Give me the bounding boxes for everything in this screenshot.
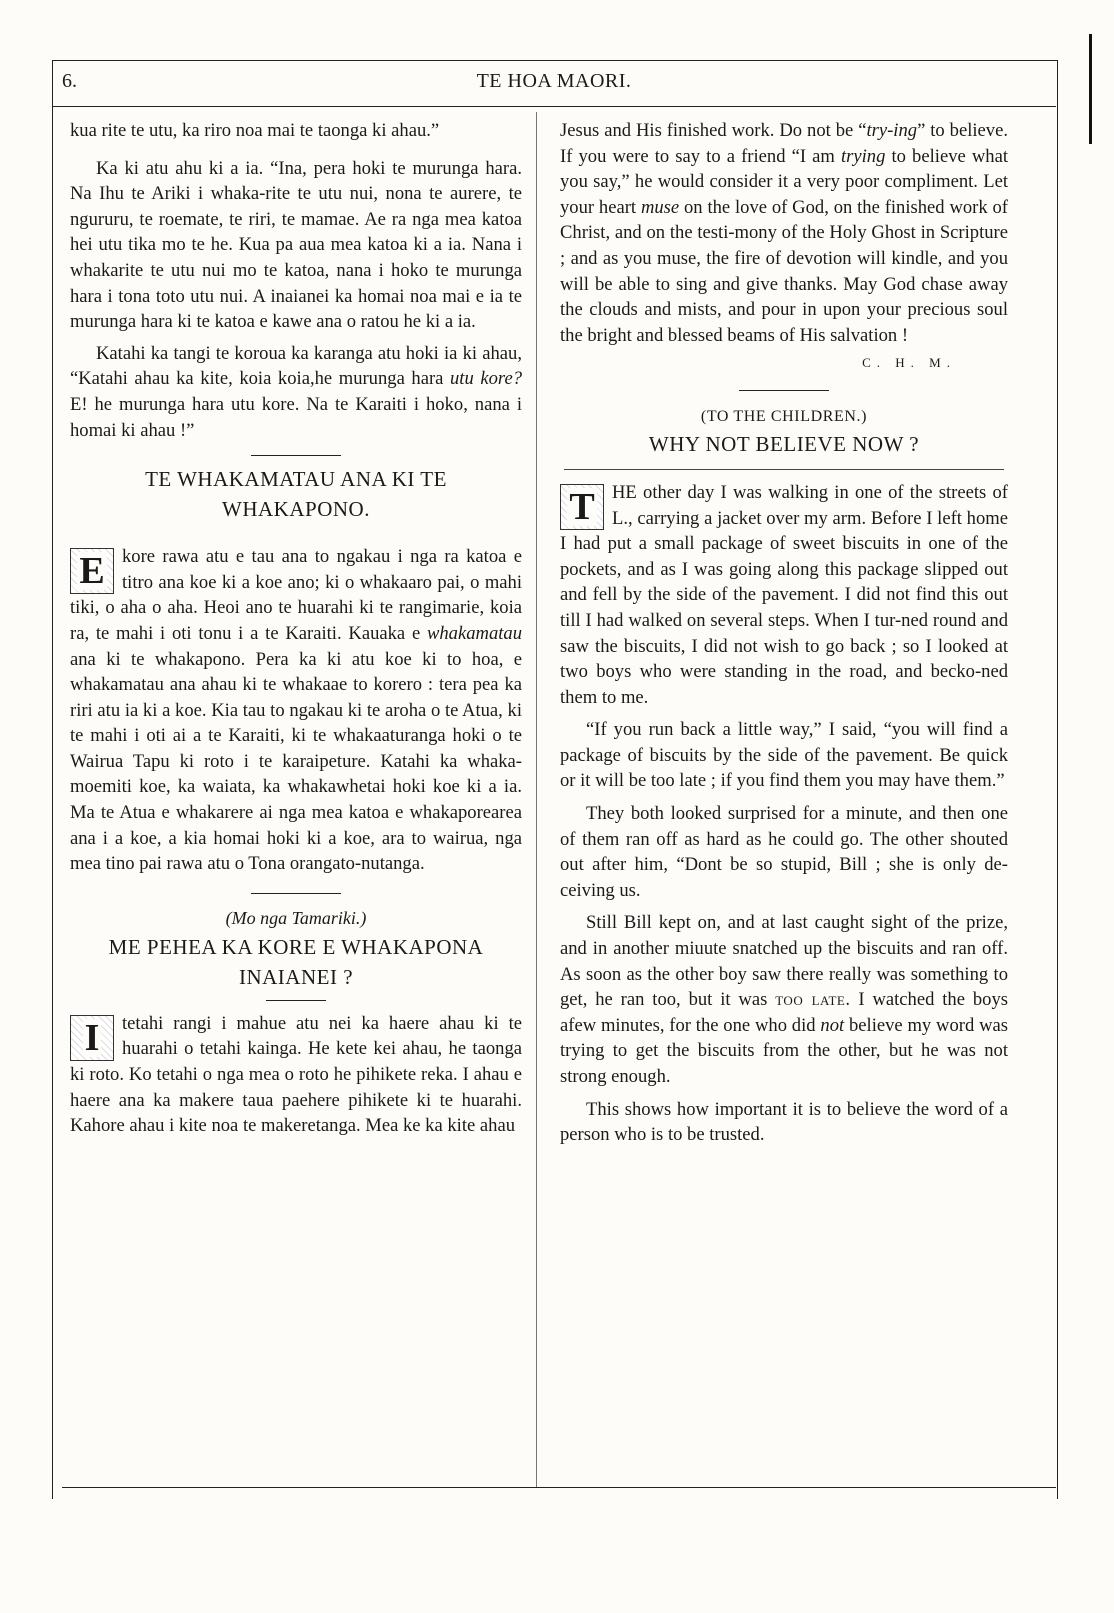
article-body (70, 1011, 522, 1139)
paragraph: Jesus and His finished work. Do not be “try-ing” to believe. If you were to say to a friend “I am trying to believe what you say,” he would consider it a very poor compliment. Let your heart muse on the love of God, on the finished work of Christ, and on the testi-mony of the Holy Ghost in Scripture ; and as you muse, the fire of devotion will kindle, and you will be able to sing and give thanks. May God chase away the clouds and mists, and pour in upon your precious soul the bright and blessed beams of His salvation ! (560, 120, 1008, 346)
bottom-rule (62, 1487, 1056, 1488)
margin-mark (1089, 34, 1092, 144)
paragraph: Ka ki atu ahu ki a ia. “Ina, pera hoki te murunga hara. Na Ihu te Ariki i whaka-rite te utu nui, nona te aurere, te ngururu, te roemate, te riri, te mamae. Ae ra nga mea katoa hei utu tika mo te he. Kua pa aua mea katoa ki a ia. Nana i whakarite te utu nui mo te katoa, nana i hoko te murunga hara i tona toto utu nui. A inaianei ka homai noa mai e ia te murunga hara ki te katoa e kawe ana o ratou he ki a ia. (70, 157, 522, 333)
drop-cap: T (560, 484, 604, 530)
section-subheading: (Mo nga Tamariki.) (225, 907, 367, 928)
section-rule (266, 1000, 326, 1001)
section-heading: TE WHAKAMATAU ANA KI TE WHAKAPONO. (145, 467, 447, 522)
paragraph: They both looked surprised for a minute, and then one of them ran off as hard as he could go. The other shouted out after him, “Dont be so stupid, Bill ; she is only de-ceiving us. (560, 803, 1008, 901)
section-rule (251, 893, 341, 894)
article-body (70, 544, 522, 877)
left-column (70, 118, 522, 1139)
section-rule (564, 469, 1004, 470)
column-divider (536, 112, 537, 1488)
paragraph: Katahi ka tangi te koroua ka karanga atu hoki ia ki ahau, “Katahi ahau ka kite, koia koia,he murunga hara utu kore? E! he murunga hara utu kore. Na te Karaiti i hoko, nana i homai ki ahau !” (70, 342, 522, 441)
right-column (560, 118, 1008, 1148)
paragraph: kore rawa atu e tau ana to ngakau i nga ra katoa e titro ana koe ki a koe ano; ki o whakaaro pai, o mahi tiki, o aha o aha. Heoi ano te huarahi ki te rangimarie, koia ra, te mahi i oti tonu i a te Karaiti. Kauaka e whakamatau ana ki te whakapono. Pera ka ki atu koe ki to hoa, e whakamatau ana ahau ki te whakaae to korero : tera pea ka riri atu ia ki a koe. Kia tau to ngakau ki te aroha o te Atua, ki te mahi i oti ai a te Karaiti, ki te whakaaturanga hoki o te Wairua Tapu ki roto i te karaipeture. Katahi ka whaka-moemiti koe, ka waiata, ka whakawhetai hoki koe ki a ia. Ma te Atua e whakarere ai nga mea katoa e whakaporearea ana i a koe, a kia homai hoki ki a koe, ara to wairua, nga mea tino pai rawa atu o Tona orangato-nutanga. (70, 546, 522, 875)
running-header (52, 60, 1056, 107)
section-heading: ME PEHEA KA KORE E WHAKAPONA INAIANEI ? (108, 934, 484, 989)
drop-cap: E (70, 548, 114, 594)
author-signature: C. H. M. (862, 355, 956, 371)
page-number: 6. (62, 70, 77, 92)
paragraph: Still Bill kept on, and at last caught sight of the prize, and in another miuute snatched up the biscuits and ran off. As soon as the other boy saw there really was something to get, he ran too, but it was too late. I watched the boys afew minutes, for the one who did not believe my word was trying to get the biscuits from the other, but he was not strong enough. (560, 912, 1008, 1087)
section-rule (739, 390, 829, 391)
section-rule (251, 455, 341, 456)
drop-cap: I (70, 1015, 114, 1061)
publication-title: TE HOA MAORI. (476, 70, 632, 92)
section-subheading: (TO THE CHILDREN.) (700, 407, 868, 425)
paragraph: HE other day I was walking in one of the streets of L., carrying a jacket over my arm. Before I left home I had put a small package of sweet biscuits in one of the pockets, and as I was going along this package slipped out and fell by the side of the pavement. I did not find this out till I had walked on several steps. When I tur-ned round and saw the biscuits, I did not wish to go back ; so I looked at two boys who were standing in the road, and becko-ned them to me. (560, 481, 1008, 708)
section-heading: WHY NOT BELIEVE NOW ? (648, 431, 920, 456)
paragraph: “If you run back a little way,” I said, “you will find a package of biscuits by the side of the pavement. Be quick or it will be too late ; if you find them you may have them.” (560, 719, 1008, 792)
article-body (560, 480, 1008, 710)
paragraph: This shows how important it is to believe the word of a person who is to be trusted. (560, 1098, 1008, 1146)
paragraph: tetahi rangi i mahue atu nei ka haere ahau ki te huarahi o tetahi kainga. He kete kei ahau, he taonga ki roto. Ko tetahi o nga mea o roto he pihikete reka. I ahau e haere ana ka makere taua paehere pihikete ki te huarahi. Kahore ahau i kite noa te makeretanga. Mea ke ka kite ahau (70, 1012, 522, 1137)
paragraph: kua rite te utu, ka riro noa mai te taonga ki ahau.” (70, 120, 440, 141)
